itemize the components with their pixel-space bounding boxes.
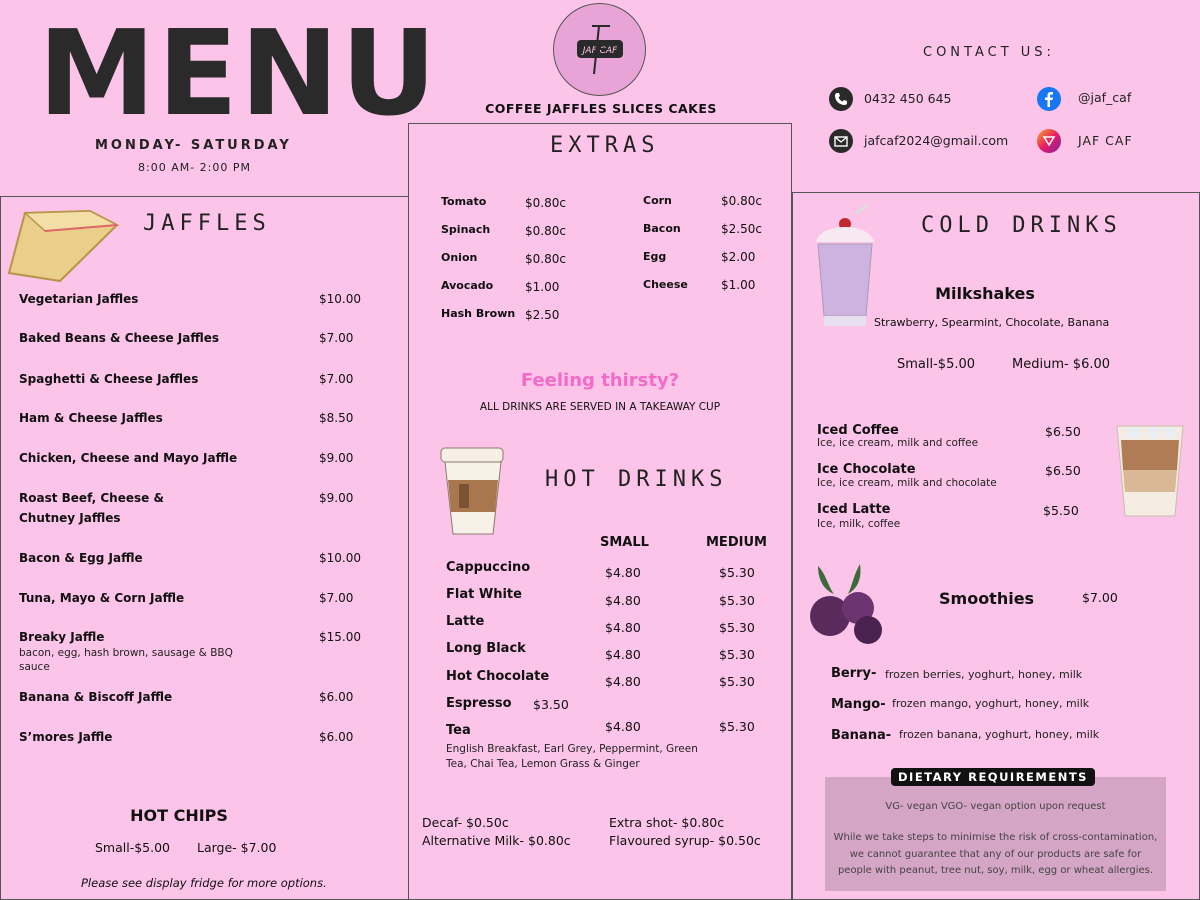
menu-item-name: Ham & Cheese Jaffles <box>19 411 163 425</box>
tagline: COFFEE JAFFLES SLICES CAKES <box>485 101 717 116</box>
hot-drinks-heading: HOT DRINKS <box>545 467 728 492</box>
menu-item-name: Banana & Biscoff Jaffle <box>19 690 173 704</box>
extra-price: $0.80c <box>525 224 566 238</box>
menu-item-name: Bacon & Egg Jaffle <box>19 551 143 565</box>
extra-name: Corn <box>643 194 672 207</box>
extra-price: $2.50c <box>721 222 762 236</box>
tea-small-price: $4.80 <box>605 719 641 734</box>
extra-price: $1.00 <box>525 280 560 294</box>
menu-item-price: $6.00 <box>319 690 354 704</box>
milkshake-flavours: Strawberry, Spearmint, Chocolate, Banana <box>874 316 1110 329</box>
hot-drink-small-price: $4.80 <box>605 620 641 635</box>
svg-text:JAF CAF: JAF CAF <box>582 46 618 56</box>
hot-drink-name: Cappuccino <box>446 560 531 575</box>
extra-name: Tomato <box>441 195 487 208</box>
menu-item-price: $9.00 <box>319 491 354 505</box>
menu-item-name: Breaky Jaffle <box>19 630 105 644</box>
facebook-handle[interactable]: @jaf_caf <box>1078 90 1132 105</box>
espresso-name: Espresso <box>446 696 512 711</box>
smoothie-name: Mango- <box>831 697 886 712</box>
menu-item-description-cont: sauce <box>19 661 50 673</box>
iced-drink-price: $5.50 <box>1043 503 1079 518</box>
allergy-note-cont2: people with peanut, tree nut, soy, milk, egg or wheat allergies. <box>837 865 1154 876</box>
espresso-price: $3.50 <box>533 697 569 712</box>
smoothie-description: frozen banana, yoghurt, honey, milk <box>899 728 1100 741</box>
menu-title: MENU <box>38 4 439 142</box>
hot-drink-name: Flat White <box>446 587 522 602</box>
iced-coffee-icon <box>1113 420 1187 528</box>
cold-drinks-heading: COLD DRINKS <box>921 213 1122 238</box>
milkshake-medium-price: Medium- $6.00 <box>1012 357 1111 372</box>
hot-drink-name: Latte <box>446 614 485 629</box>
menu-item-price: $7.00 <box>319 591 354 605</box>
menu-item-name: Tuna, Mayo & Corn Jaffle <box>19 591 185 605</box>
allergy-note-cont: we cannot guarantee that any of our products are safe for <box>849 849 1142 860</box>
alt-milk-addon: Alternative Milk- $0.80c <box>422 833 571 848</box>
extra-name: Cheese <box>643 278 688 291</box>
extra-name: Hash Brown <box>441 307 516 320</box>
jaffle-sandwich-icon <box>5 203 120 289</box>
hot-drink-medium-price: $5.30 <box>719 674 755 689</box>
email-icon <box>829 129 853 153</box>
menu-item-price: $8.50 <box>319 411 354 425</box>
menu-item-name: Chicken, Cheese and Mayo Jaffle <box>19 451 238 465</box>
menu-item-name-cont: Chutney Jaffles <box>19 511 121 525</box>
iced-drink-price: $6.50 <box>1045 463 1081 478</box>
email-address[interactable]: jafcaf2024@gmail.com <box>864 133 1009 148</box>
extra-name: Bacon <box>643 222 681 235</box>
smoothie-name: Banana- <box>831 728 892 743</box>
acai-berry-icon <box>808 560 892 654</box>
jaffles-heading: JAFFLES <box>143 211 271 236</box>
hot-drink-name: Hot Chocolate <box>446 669 550 684</box>
smoothie-description: frozen berries, yoghurt, honey, milk <box>885 668 1083 681</box>
hot-drink-medium-price: $5.30 <box>719 565 755 580</box>
tea-name: Tea <box>446 723 471 738</box>
extra-name: Onion <box>441 251 478 264</box>
size-medium-header: MEDIUM <box>706 535 767 550</box>
smoothie-name: Berry- <box>831 666 877 681</box>
hot-chips-small: Small-$5.00 <box>95 840 171 855</box>
facebook-icon <box>1037 87 1061 111</box>
milkshakes-heading: Milkshakes <box>935 284 1035 303</box>
phone-number[interactable]: 0432 450 645 <box>864 91 952 106</box>
hot-drink-medium-price: $5.30 <box>719 647 755 662</box>
extra-price: $2.00 <box>721 250 756 264</box>
hot-chips-heading: HOT CHIPS <box>130 806 228 825</box>
extra-name: Spinach <box>441 223 491 236</box>
extra-price: $1.00 <box>721 278 756 292</box>
extra-price: $2.50 <box>525 308 560 322</box>
iced-drink-name: Ice Chocolate <box>817 462 916 477</box>
tea-description: English Breakfast, Earl Grey, Peppermint, Green <box>446 743 698 755</box>
logo-graphic <box>554 4 645 95</box>
menu-item-name: Baked Beans & Cheese Jaffles <box>19 331 220 345</box>
size-small-header: SMALL <box>600 535 649 550</box>
hot-chips-large: Large- $7.00 <box>197 840 277 855</box>
extra-price: $0.80c <box>525 196 566 210</box>
iced-drink-description: Ice, ice cream, milk and chocolate <box>817 477 997 489</box>
hot-drink-name: Long Black <box>446 641 526 656</box>
iced-drink-description: Ice, ice cream, milk and coffee <box>817 437 979 449</box>
milkshake-icon <box>812 204 878 336</box>
hot-drink-small-price: $4.80 <box>605 565 641 580</box>
menu-item-name: S’mores Jaffle <box>19 730 113 744</box>
feeling-thirsty-heading: Feeling thirsty? <box>520 370 680 391</box>
hot-drink-small-price: $4.80 <box>605 674 641 689</box>
menu-item-price: $9.00 <box>319 451 354 465</box>
hot-drink-small-price: $4.80 <box>605 593 641 608</box>
iced-drink-description: Ice, milk, coffee <box>817 518 901 530</box>
extras-heading: EXTRAS <box>550 133 660 158</box>
iced-drink-name: Iced Coffee <box>817 423 899 438</box>
opening-days: MONDAY- SATURDAY <box>95 138 292 153</box>
contact-heading: CONTACT US: <box>923 45 1055 60</box>
extra-price: $0.80c <box>525 252 566 266</box>
allergy-note: While we take steps to minimise the risk of cross-contamination, <box>833 832 1158 843</box>
menu-item-price: $6.00 <box>319 730 354 744</box>
fridge-note: Please see display fridge for more options. <box>81 876 327 890</box>
extra-name: Avocado <box>441 279 494 292</box>
menu-item-name: Vegetarian Jaffles <box>19 292 139 306</box>
cafe-logo <box>553 3 646 96</box>
menu-item-price: $15.00 <box>319 630 361 644</box>
phone-icon <box>829 87 853 111</box>
iced-drink-name: Iced Latte <box>817 502 891 517</box>
tea-description-cont: Tea, Chai Tea, Lemon Grass & Ginger <box>446 758 640 770</box>
menu-item-description: bacon, egg, hash brown, sausage & BBQ <box>19 647 233 659</box>
tea-medium-price: $5.30 <box>719 719 755 734</box>
coffee-cup-icon <box>437 440 509 542</box>
smoothies-price: $7.00 <box>1082 590 1118 605</box>
menu-item-price: $10.00 <box>319 551 361 565</box>
dietary-heading: DIETARY REQUIREMENTS <box>891 768 1095 786</box>
opening-hours: 8:00 AM- 2:00 PM <box>138 161 252 174</box>
menu-item-price: $7.00 <box>319 331 354 345</box>
instagram-handle[interactable]: JAF CAF <box>1078 133 1133 148</box>
syrup-addon: Flavoured syrup- $0.50c <box>609 833 761 848</box>
menu-item-name: Spaghetti & Cheese Jaffles <box>19 372 199 386</box>
menu-item-price: $10.00 <box>319 292 361 306</box>
extra-shot-addon: Extra shot- $0.80c <box>609 815 725 830</box>
extra-name: Egg <box>643 250 667 263</box>
iced-drink-price: $6.50 <box>1045 424 1081 439</box>
hot-drink-small-price: $4.80 <box>605 647 641 662</box>
hot-drink-medium-price: $5.30 <box>719 620 755 635</box>
decaf-addon: Decaf- $0.50c <box>422 815 509 830</box>
instagram-icon <box>1037 129 1061 153</box>
takeaway-cup-note: ALL DRINKS ARE SERVED IN A TAKEAWAY CUP <box>479 401 721 413</box>
hot-drink-medium-price: $5.30 <box>719 593 755 608</box>
menu-item-price: $7.00 <box>319 372 354 386</box>
smoothies-heading: Smoothies <box>939 589 1035 608</box>
milkshake-small-price: Small-$5.00 <box>897 357 976 372</box>
menu-item-name: Roast Beef, Cheese & <box>19 491 164 505</box>
extra-price: $0.80c <box>721 194 762 208</box>
smoothie-description: frozen mango, yoghurt, honey, milk <box>892 697 1090 710</box>
vegan-key: VG- vegan VGO- vegan option upon request <box>885 801 1106 812</box>
